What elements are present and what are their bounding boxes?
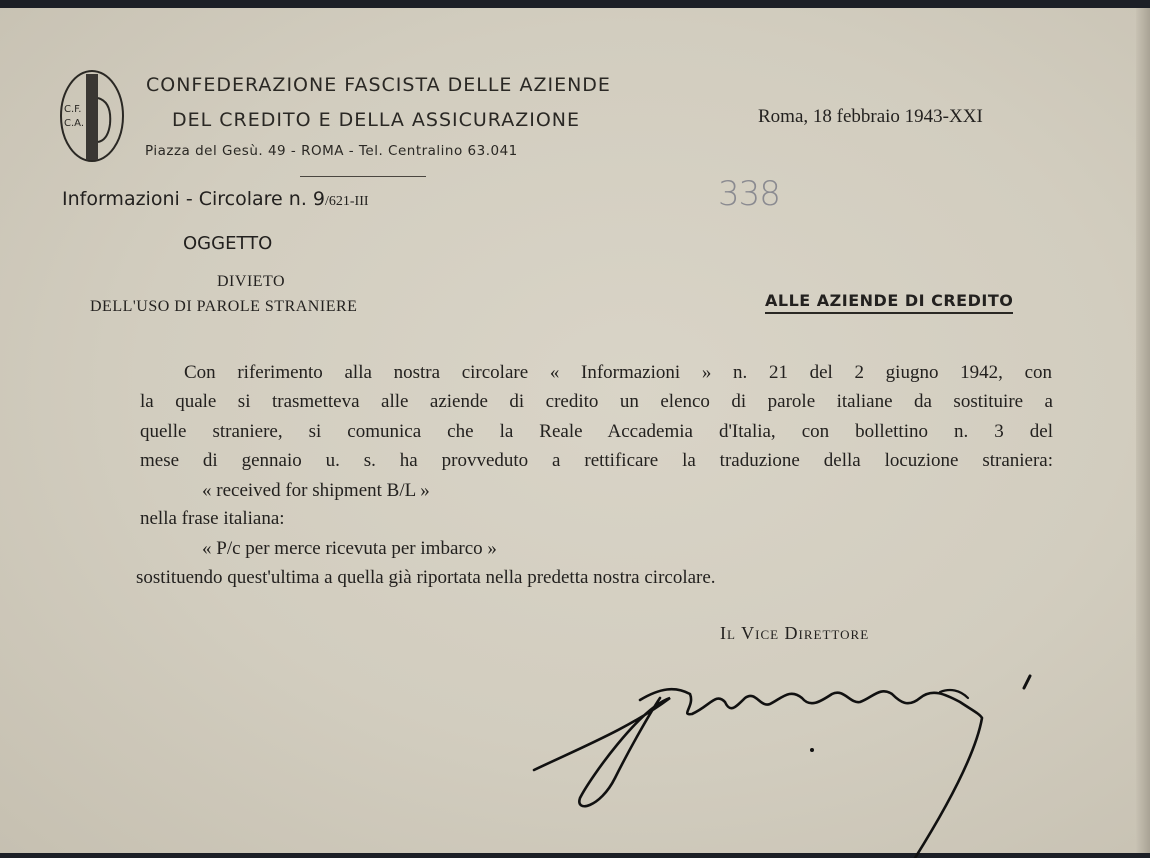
circular-label: Informazioni - Circolare n. 9 <box>62 188 325 210</box>
recipient: ALLE AZIENDE DI CREDITO <box>765 291 1013 314</box>
header-rule <box>300 176 426 177</box>
body-line-6: nella frase italiana: <box>140 508 285 529</box>
letter-date: Roma, 18 febbraio 1943-XXI <box>758 106 983 127</box>
circular-reference <box>62 188 369 210</box>
subject-line2: DELL'USO DI PAROLE STRANIERE <box>90 298 358 315</box>
circular-subnumber: /621-III <box>325 194 369 209</box>
svg-text:C.F.: C.F. <box>64 104 82 115</box>
body-line-4: mese di gennaio u. s. ha provveduto a rettificare la traduzione della locuzione straniera: <box>140 450 1053 471</box>
organization-logo-icon <box>58 68 126 164</box>
subject-line1: DIVIETO <box>217 273 286 290</box>
org-name-line1: CONFEDERAZIONE FASCISTA DELLE AZIENDE <box>146 74 611 96</box>
handwritten-number: 338 <box>718 174 780 214</box>
signatory-title: Il Vice Direttore <box>720 623 870 643</box>
body-line-1: Con riferimento alla nostra circolare « Informazioni » n. 21 del 2 giugno 1942, con <box>184 362 1052 383</box>
body-line-3: quelle straniere, si comunica che la Reale Accademia d'Italia, con bollettino n. 3 del <box>140 421 1053 442</box>
body-quote-english: « received for shipment B/L » <box>202 480 430 501</box>
handwritten-signature <box>520 658 1040 858</box>
body-line-8: sostituendo quest'ultima a quella già riportata nella predetta nostra circolare. <box>136 567 716 588</box>
page-edge <box>1136 8 1150 853</box>
svg-text:C.A.: C.A. <box>64 118 85 129</box>
org-address: Piazza del Gesù. 49 - ROMA - Tel. Centralino 63.041 <box>145 143 518 159</box>
document-page <box>0 8 1150 853</box>
org-name-line2: DEL CREDITO E DELLA ASSICURAZIONE <box>172 109 581 131</box>
body-line-2: la quale si trasmetteva alle aziende di credito un elenco di parole italiane da sostituire a <box>140 391 1053 412</box>
body-quote-italian: « P/c per merce ricevuta per imbarco » <box>202 538 497 559</box>
subject-label: OGGETTO <box>183 233 273 254</box>
